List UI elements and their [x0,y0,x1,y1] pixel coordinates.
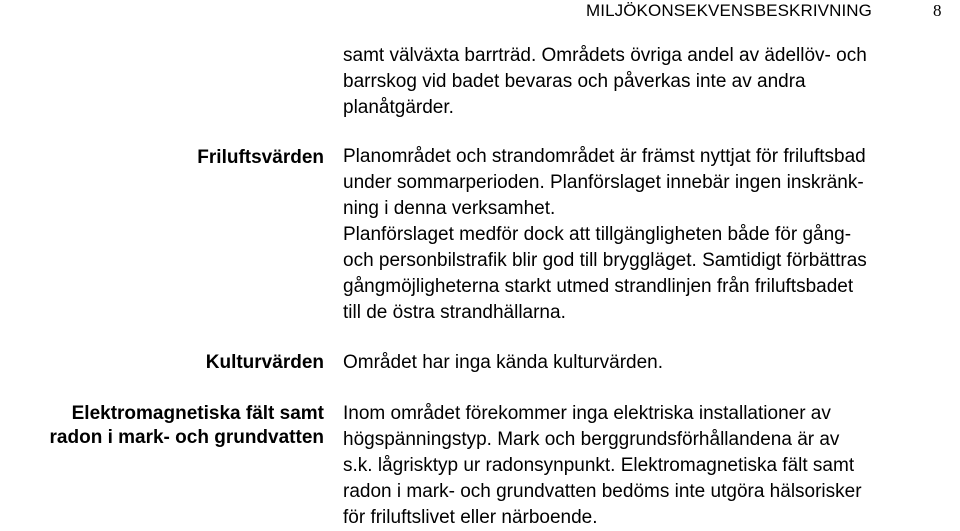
paragraph-line: under sommarperioden. Planförslaget innebär ingen inskränk- [343,172,864,193]
section-heading-elektromagnetiska [50,402,324,450]
paragraph-line: samt välväxta barrträd. Områdets övriga andel av ädellöv- och [343,45,867,66]
page-header [0,0,960,24]
paragraph-line: Planförslaget medför dock att tillgängligheten både för gång- [343,224,852,245]
paragraph-line: s.k. lågrisktyp ur radonsynpunkt. Elektromagnetiska fält samt [343,455,855,476]
paragraph-line: och personbilstrafik blir god till bryggläget. Samtidigt förbättras [343,250,867,271]
header-divider [0,26,960,27]
paragraph-line: gångmöjligheterna starkt utmed strandlinjen från friluftsbadet [343,276,854,297]
paragraph-line: radon i mark- och grundvatten bedöms inte utgöra hälsorisker [343,481,862,502]
paragraph-line: Inom området förekommer inga elektriska installationer av [343,403,831,424]
elektromagnetiska-paragraph [343,401,862,531]
paragraph-line: till de östra strandhällarna. [343,302,566,323]
paragraph-line: för friluftslivet eller närboende. [343,507,598,528]
kulturvarden-paragraph [343,350,663,376]
section-heading-text: Friluftsvärden [197,147,324,168]
paragraph-line: ning i denna verksamhet. [343,198,556,219]
section-heading-text: radon i mark- och grundvatten [49,427,324,448]
paragraph-line: Planområdet och strandområdet är främst nyttjat för friluftsbad [343,146,866,167]
friluftsvarden-paragraph [343,144,867,326]
section-heading-text: Kulturvärden [205,352,324,373]
document-title: MILJÖKONSEKVENSBESKRIVNING [586,1,873,20]
section-heading-friluftsvarden [197,146,324,170]
intro-paragraph [343,43,867,121]
paragraph-line: Området har inga kända kulturvärden. [343,352,664,373]
paragraph-line: högspänningstyp. Mark och berggrundsförhållandena är av [343,429,840,450]
section-heading-text: Elektromagnetiska fält samt [71,403,324,424]
paragraph-line: barrskog vid badet bevaras och påverkas inte av andra [343,71,806,92]
paragraph-line: planåtgärder. [343,97,454,118]
page-number: 8 [933,1,942,20]
section-heading-kulturvarden [206,351,324,375]
